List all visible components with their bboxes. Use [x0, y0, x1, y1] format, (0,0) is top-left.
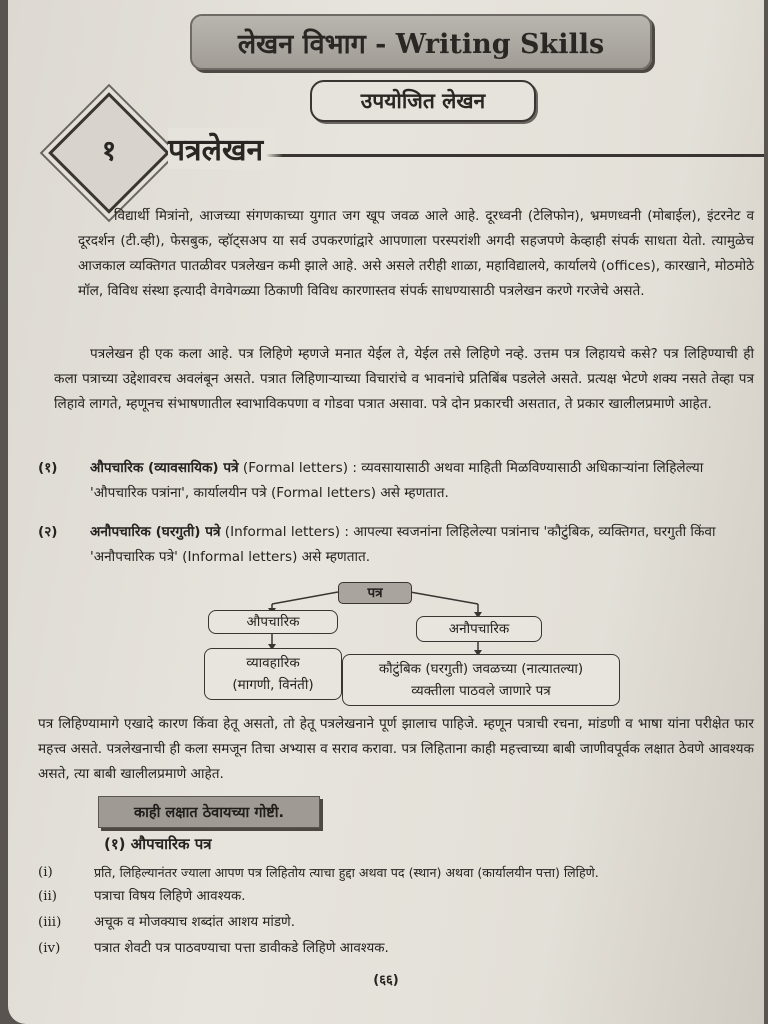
diagram-formal: औपचारिक	[208, 610, 338, 634]
diagram-formal-child-line2: (मागणी, विनंती)	[232, 677, 314, 693]
chapter-banner: लेखन विभाग - Writing Skills	[190, 14, 652, 70]
section-title: पत्रलेखन	[168, 128, 283, 169]
diagram-informal-child-line2: व्यक्तीला पाठवले जाणारे पत्र	[411, 683, 551, 699]
diagram-informal: अनौपचारिक	[416, 616, 542, 642]
purpose-paragraph: पत्र लिहिण्यामागे एखादे कारण किंवा हेतू असतो, तो हेतू पत्रलेखनाने पूर्ण झालाच पाहिजे. म्हणून पत्राची रचना, मांडणी व भाषा यांना परीक्षेत फार महत्त्व असते. पत्रलेखनाची ही कला समजून तिचा अभ्यास व सराव करावा. पत्र लिहिताना काही महत्त्वाच्या बाबी जाणीवपूर्वक लक्षात ठेवणे आवश्यक असते, त्या बाबी खालीलप्रमाणे आहेत.	[38, 716, 755, 782]
point-numeral: (iii)	[38, 915, 62, 930]
section-number: १	[101, 134, 117, 167]
diagram-formal-child-line1: व्यावहारिक	[246, 655, 300, 671]
type-number: (२)	[38, 524, 58, 540]
diagram-connectors	[8, 0, 764, 720]
point-numeral: (iv)	[38, 941, 61, 956]
point-numeral: (ii)	[38, 889, 58, 904]
type-title: औपचारिक (व्यावसायिक) पत्रे	[90, 460, 239, 476]
subtitle-box: उपयोजित लेखन	[310, 80, 536, 122]
diagram-informal-child-line1: कौटुंबिक (घरगुती) जवळच्या (नात्यातल्या)	[378, 661, 584, 677]
point-numeral: (i)	[38, 865, 53, 880]
type-number: (१)	[38, 460, 58, 476]
book-page	[8, 0, 764, 1024]
point-text: पत्राचा विषय लिहिणे आवश्यक.	[94, 889, 246, 904]
point-text: पत्रात शेवटी पत्र पाठवण्याचा पत्ता डावीकडे लिहिणे आवश्यक.	[94, 941, 389, 956]
type-description: (Informal letters) : आपल्या स्वजनांना लिहिलेल्या पत्रांनाच 'कौटुंबिक, व्यक्तिगत, घरगुती किंवा 'अनौपचारिक पत्रे' (Informal letters) असे म्हणतात.	[90, 524, 716, 565]
type-title: अनौपचारिक (घरगुती) पत्रे	[90, 524, 221, 540]
intro-paragraph: विद्यार्थी मित्रांनो, आजच्या संगणकाच्या युगात जग खूप जवळ आले आहे. दूरध्वनी (टेलिफोन), भ्रमणध्वनी (मोबाईल), इंटरनेट व दूरदर्शन (टी.व्ही), फेसबुक, व्हॉट्सअप या सर्व उपकरणांद्वारे आपणाला परस्परांशी अगदी सहजपणे केव्हाही संपर्क साधता येतो. त्यामुळेच आजकाल व्यक्तिगत पातळीवर पत्रलेखन कमी झाले आहे. असे असले तरीही शाळा, महाविद्यालये, कार्यालये (offices), कारखाने, मोठमोठे मॉल, विविध संस्था इत्यादी वेगवेगळ्या ठिकाणी विविध कारणास्तव संपर्क साधण्यासाठी पत्रलेखन करणे गरजेचे असते.	[78, 208, 754, 299]
page-number: (६६)	[373, 973, 399, 988]
point-text: प्रति, लिहिल्यानंतर ज्याला आपण पत्र लिहितोय त्याचा हुद्दा अथवा पद (स्थान) अथवा (कार्यालयीन पत्ता) लिहिणे.	[94, 865, 599, 880]
point-text: अचूक व मोजक्याच शब्दांत आशय मांडणे.	[94, 915, 295, 930]
formal-letter-subheading: (१) औपचारिक पत्र	[104, 835, 212, 853]
diagram-informal-child	[342, 654, 620, 706]
tips-heading-box: काही लक्षात ठेवायच्या गोष्टी.	[98, 796, 320, 828]
diagram-root: पत्र	[338, 582, 412, 604]
diagram-formal-child	[204, 648, 342, 700]
art-paragraph: पत्रलेखन ही एक कला आहे. पत्र लिहिणे म्हणजे मनात येईल ते, येईल तसे लिहिणे नव्हे. उत्तम पत्र लिहायचे कसे? पत्र लिहिण्याची ही कला पत्राच्या उद्देशावरच अवलंबून असते. पत्रात लिहिणाऱ्याच्या विचारांचे व भावनांचे प्रतिबिंब पडलेले असते. प्रत्यक्ष भेटणे शक्य नसते तेव्हा पत्र लिहावे लागते, म्हणूनच संभाषणातील स्वाभाविकपणा व गोडवा पत्रात असावा. पत्रे दोन प्रकारची असतात, ते प्रकार खालीलप्रमाणे आहेत.	[54, 346, 754, 412]
type-description: (Formal letters) : व्यवसायासाठी अथवा माहिती मिळविण्यासाठी अधिकाऱ्यांना लिहिलेल्या 'औपचारिक पत्रांना', कार्यालयीन पत्रे (Formal letters) असे म्हणतात.	[90, 460, 704, 501]
